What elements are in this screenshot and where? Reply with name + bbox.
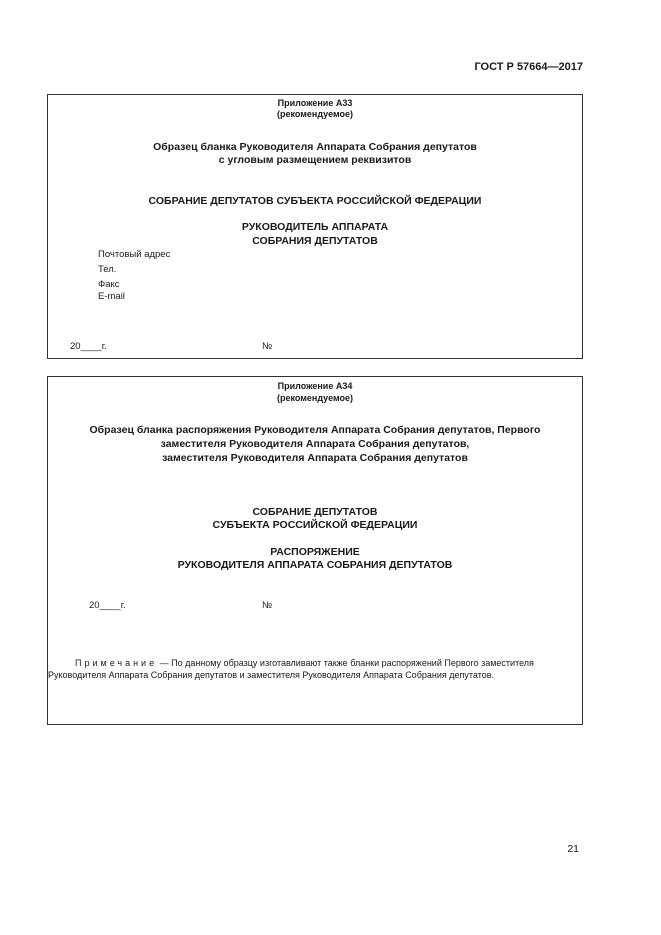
contact-postal-address: Почтовый адрес [98,249,171,260]
contact-phone: Тел. [98,264,117,275]
appendix-a34-description-line3: заместителя Руководителя Аппарата Собрания депутатов [162,452,468,464]
appendix-a34-title: Приложение А34 [277,381,353,391]
appendix-a34-issuer: РУКОВОДИТЕЛЯ АППАРАТА СОБРАНИЯ ДЕПУТАТОВ [177,559,453,571]
page-number: 21 [567,843,579,855]
number-field: № [262,600,273,611]
note-text-line2: Руководителя Аппарата Собрания депутатов и заместителя Руководителя Аппарата Собрания депутатов. [48,670,494,680]
contact-fax: Факс [98,279,120,290]
appendix-a34-org-line2: СУБЪЕКТА РОССИЙСКОЙ ФЕДЕРАЦИИ [212,519,418,531]
date-field: 20____г. [70,341,107,352]
number-field: № [262,341,273,352]
appendix-a34-doc-type: РАСПОРЯЖЕНИЕ [270,546,360,558]
appendix-a33-status: (рекомендуемое) [277,109,353,119]
appendix-a33-position-line1: РУКОВОДИТЕЛЬ АППАРАТА [241,221,389,233]
standard-code: ГОСТ Р 57664—2017 [474,61,583,73]
appendix-a34-description-line1: Образец бланка распоряжения Руководителя Аппарата Собрания депутатов, Первого [89,424,541,436]
note-text-line1: — По данному образцу изготавливают также бланки распоряжений Первого заместителя [157,658,534,668]
appendix-a33-description-line2: с угловым размещением реквизитов [218,154,412,166]
contact-email: E-mail [98,291,125,302]
date-field: 20____г. [89,600,126,611]
appendix-a33-org-name: СОБРАНИЕ ДЕПУТАТОВ СУБЪЕКТА РОССИЙСКОЙ ФЕДЕРАЦИИ [148,195,482,207]
appendix-a33-title: Приложение А33 [277,98,353,108]
appendix-a33-frame [47,94,583,359]
appendix-a34-frame [47,376,583,725]
note-label: Примечание [75,658,158,668]
appendix-a34-description-line2: заместителя Руководителя Аппарата Собрания депутатов, [160,438,470,450]
appendix-a33-description-line1: Образец бланка Руководителя Аппарата Собрания депутатов [153,141,477,153]
appendix-a33-position-line2: СОБРАНИЯ ДЕПУТАТОВ [252,235,378,247]
appendix-a34-status: (рекомендуемое) [277,393,353,403]
appendix-a34-org-line1: СОБРАНИЕ ДЕПУТАТОВ [252,506,378,518]
